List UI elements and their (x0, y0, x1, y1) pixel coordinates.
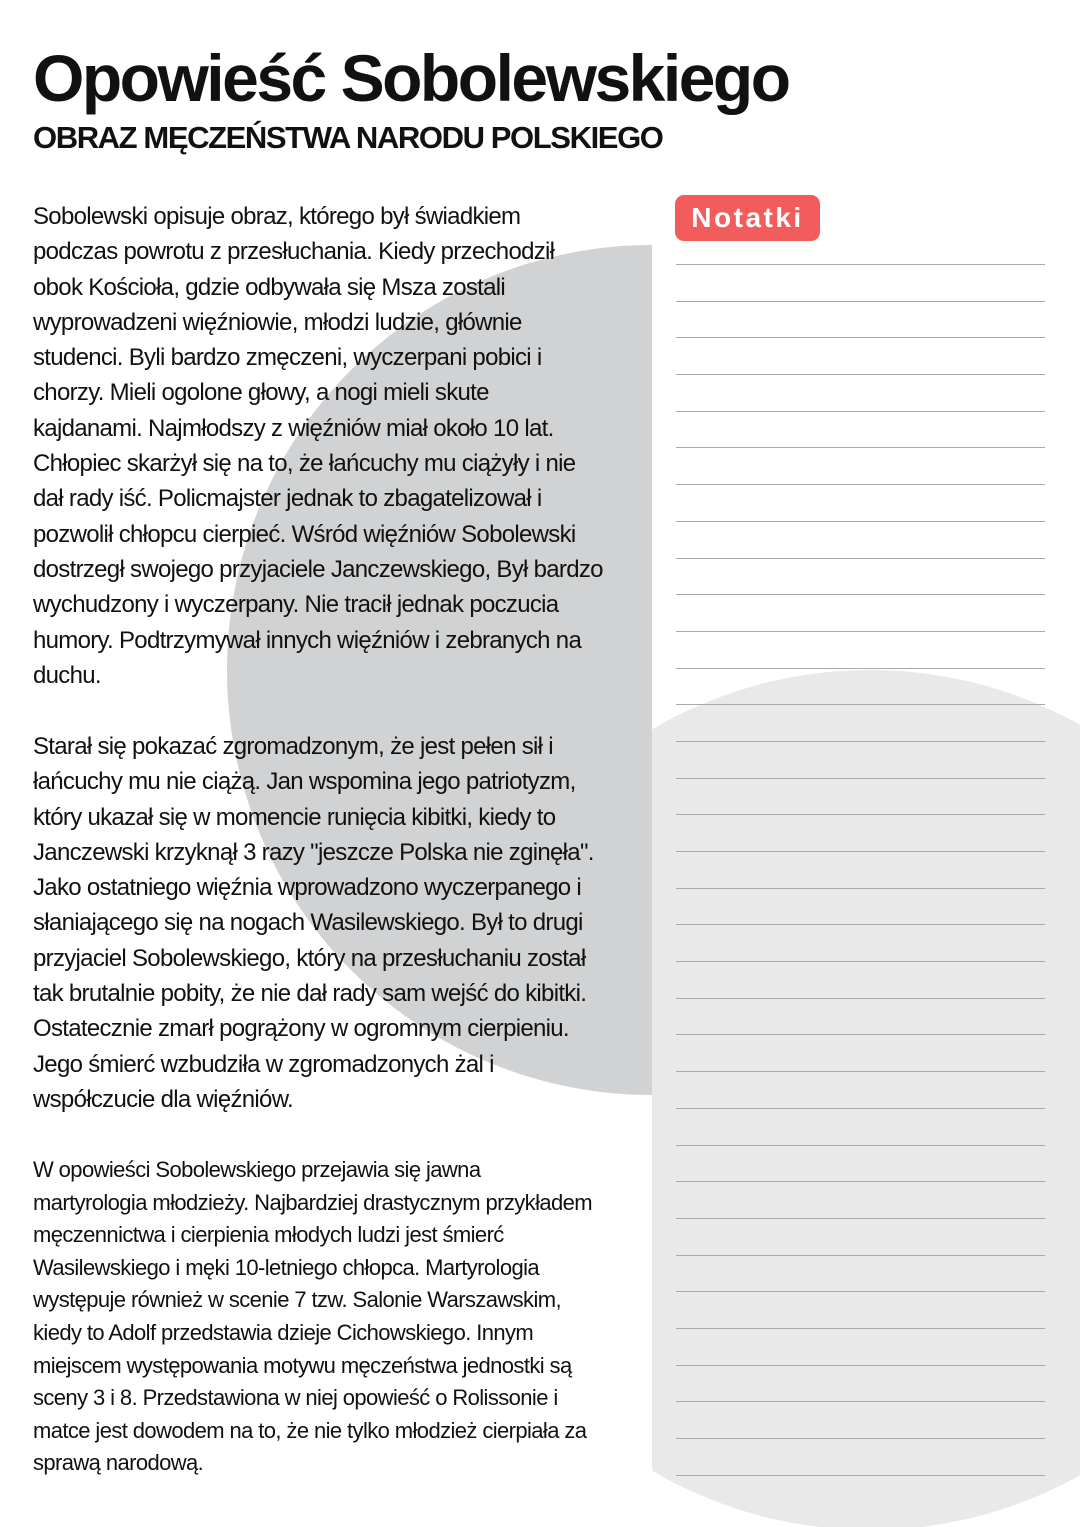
text-line: martyrologia młodzieży. Najbardziej drastycznym przykładem (33, 1189, 592, 1215)
note-line[interactable] (676, 814, 1045, 851)
text-line: męczennictwa i cierpienia młodych ludzi jest śmierć (33, 1222, 504, 1248)
text-line: pozwolił chłopcu cierpieć. Wśród więźniów Sobolewski (33, 520, 576, 548)
text-line: dał rady iść. Policmajster jednak to zbagatelizował i (33, 485, 542, 513)
text-line: studenci. Byli bardzo zmęczeni, wyczerpani pobici i (33, 344, 542, 372)
notes-lines (676, 264, 1045, 1511)
text-line: wychudzony i wyczerpany. Nie tracił jednak poczucia (33, 591, 559, 619)
note-line[interactable] (676, 301, 1045, 338)
note-line[interactable] (676, 741, 1045, 778)
text-line: sceny 3 i 8. Przedstawiona w niej opowieść o Rolissonie i (33, 1385, 558, 1411)
note-line[interactable] (676, 998, 1045, 1035)
paragraph-2 (33, 729, 653, 1117)
text-line: kajdanami. Najmłodszy z więźniów miał około 10 lat. (33, 414, 554, 442)
note-line[interactable] (676, 961, 1045, 998)
text-line: matce jest dowodem na to, że nie tylko młodzież cierpiała za (33, 1417, 587, 1443)
text-line: kiedy to Adolf przedstawia dzieje Cichowskiego. Innym (33, 1319, 534, 1345)
note-line[interactable] (676, 888, 1045, 925)
note-line[interactable] (676, 778, 1045, 815)
note-line[interactable] (676, 1475, 1045, 1512)
text-line: humory. Podtrzymywał innych więźniów i zebranych na (33, 626, 582, 654)
note-line[interactable] (676, 1145, 1045, 1182)
text-line: dostrzegł swojego przyjaciele Janczewskiego, Był bardzo (33, 555, 603, 583)
text-line: Starał się pokazać zgromadzonym, że jest pełen sił i (33, 733, 553, 760)
text-line: łańcuchy mu nie ciążą. Jan wspomina jego patriotyzm, (33, 768, 576, 796)
text-line: współczucie dla więźniów. (33, 1085, 293, 1113)
note-line[interactable] (676, 337, 1045, 374)
note-line[interactable] (676, 594, 1045, 631)
note-line[interactable] (676, 521, 1045, 558)
paragraph-3 (33, 1154, 653, 1480)
note-line[interactable] (676, 374, 1045, 411)
text-line: Chłopiec skarżył się na to, że łańcuchy mu ciążyły i nie (33, 450, 576, 478)
note-line[interactable] (676, 558, 1045, 595)
note-line[interactable] (676, 1255, 1045, 1292)
text-line: słaniającego się na nogach Wasilewskiego. Był to drugi (33, 909, 583, 937)
page-subtitle: OBRAZ MĘCZEŃSTWA NARODU POLSKIEGO (33, 120, 663, 155)
text-line: przyjaciel Sobolewskiego, który na przesłuchaniu został (33, 944, 586, 972)
paragraph-1 (33, 199, 653, 693)
notes-badge: Notatki (675, 195, 820, 241)
note-line[interactable] (676, 1181, 1045, 1218)
note-line[interactable] (676, 411, 1045, 448)
text-line: który ukazał się w momencie runięcia kibitki, kiedy to (33, 803, 556, 831)
page-title: Opowieść Sobolewskiego (33, 41, 789, 115)
note-line[interactable] (676, 704, 1045, 741)
note-line[interactable] (676, 1438, 1045, 1475)
text-line: Jego śmierć wzbudziła w zgromadzonych żal i (33, 1050, 494, 1078)
note-line[interactable] (676, 924, 1045, 961)
note-line[interactable] (676, 484, 1045, 521)
text-line: miejscem występowania motywu męczeństwa jednostki są (33, 1352, 572, 1378)
note-line[interactable] (676, 1328, 1045, 1365)
note-line[interactable] (676, 668, 1045, 705)
text-line: obok Kościoła, gdzie odbywała się Msza zostali (33, 273, 506, 301)
text-line: występuje również w scenie 7 tzw. Salonie Warszawskim, (33, 1287, 561, 1313)
text-line: Wasilewskiego i męki 10-letniego chłopca. Martyrologia (33, 1254, 540, 1280)
text-line: W opowieści Sobolewskiego przejawia się jawna (33, 1157, 481, 1182)
note-line[interactable] (676, 1108, 1045, 1145)
note-line[interactable] (676, 1218, 1045, 1255)
note-line[interactable] (676, 1034, 1045, 1071)
text-line: Jako ostatniego więźnia wprowadzono wyczerpanego i (33, 874, 582, 902)
text-line: chorzy. Mieli ogolone głowy, a nogi mieli skute (33, 379, 489, 407)
note-line[interactable] (676, 1401, 1045, 1438)
note-line[interactable] (676, 1365, 1045, 1402)
text-line: Sobolewski opisuje obraz, którego był świadkiem (33, 203, 521, 230)
note-line[interactable] (676, 447, 1045, 484)
note-line[interactable] (676, 264, 1045, 301)
text-line: Ostatecznie zmarł pogrążony w ogromnym cierpieniu. (33, 1015, 569, 1043)
note-line[interactable] (676, 1291, 1045, 1328)
note-line[interactable] (676, 631, 1045, 668)
text-line: sprawą narodową. (33, 1450, 204, 1476)
text-line: tak brutalnie pobity, że nie dał rady sam wejść do kibitki. (33, 980, 587, 1008)
text-line: podczas powrotu z przesłuchania. Kiedy przechodził (33, 238, 555, 266)
note-line[interactable] (676, 1071, 1045, 1108)
text-line: Janczewski krzyknął 3 razy "jeszcze Polska nie zginęła". (33, 838, 594, 866)
note-line[interactable] (676, 851, 1045, 888)
text-line: duchu. (33, 661, 101, 689)
text-line: wyprowadzeni więźniowie, młodzi ludzie, głównie (33, 308, 522, 336)
